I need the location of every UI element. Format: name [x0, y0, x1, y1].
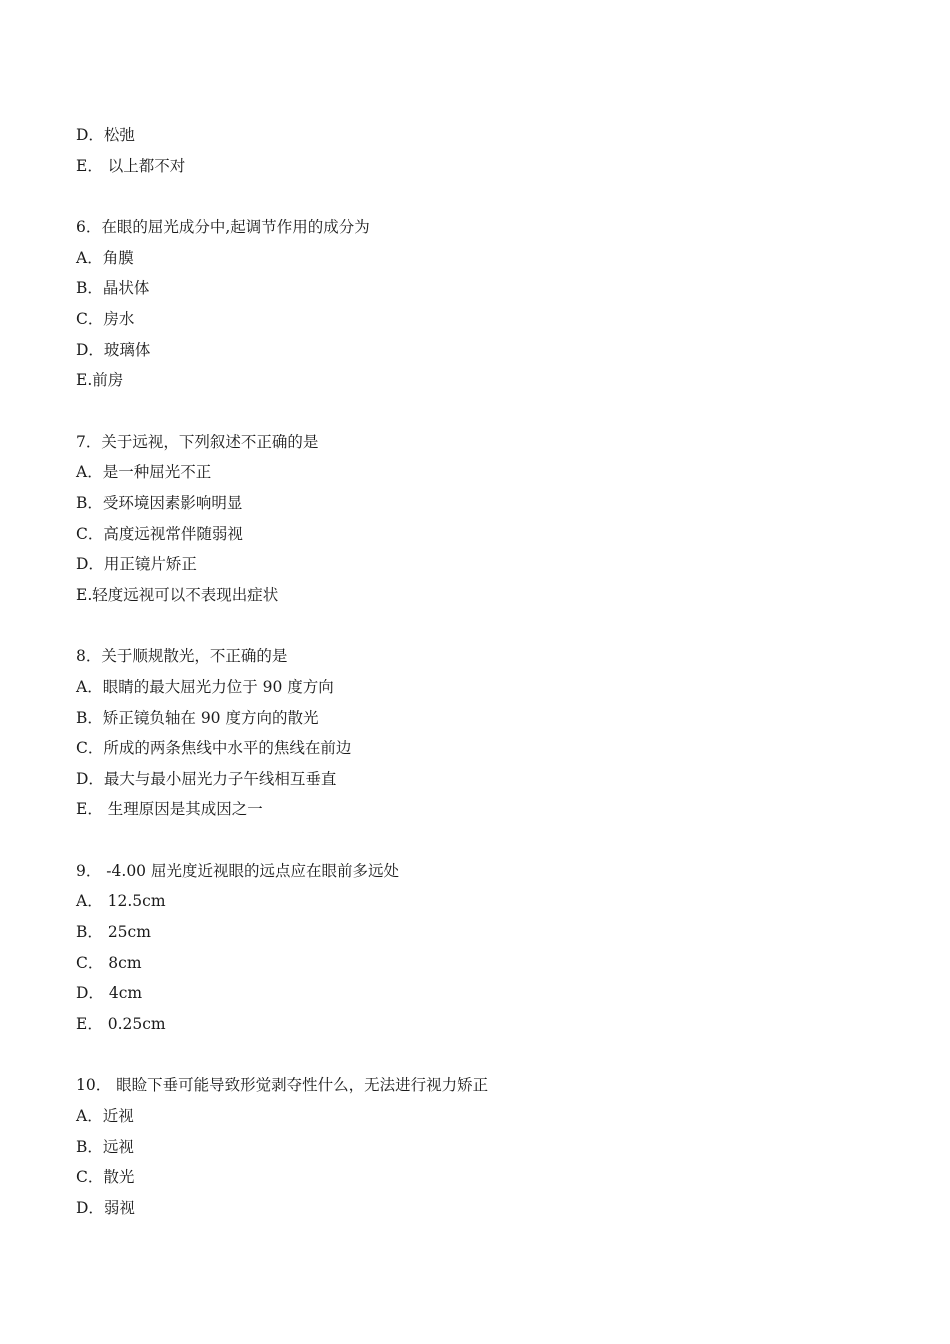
question-block-8 [76, 641, 876, 825]
option-e: E.轻度远视可以不表现出症状 [76, 585, 279, 604]
option-d: D．松弛 [76, 126, 135, 144]
option-d: D．弱视 [76, 1198, 135, 1217]
option-a: A．近视 [76, 1107, 134, 1126]
question-list [76, 120, 876, 1254]
option-b: B． 25cm [76, 923, 151, 942]
question-block-10 [76, 1070, 876, 1223]
question-text: 9． -4.00 屈光度近视眼的远点应在眼前多远处 [76, 861, 399, 880]
option-c: C．高度远视常伴随弱视 [76, 524, 243, 543]
option-d: D．最大与最小屈光力子午线相互垂直 [76, 769, 337, 788]
question-text: 6．在眼的屈光成分中,起调节作用的成分为 [76, 218, 370, 237]
question-block-9 [76, 856, 876, 1040]
option-c: C．房水 [76, 309, 135, 328]
option-a: A．眼睛的最大屈光力位于 90 度方向 [76, 677, 334, 696]
option-b: B．晶状体 [76, 279, 150, 298]
option-a: A．角膜 [76, 248, 134, 267]
question-block-7 [76, 427, 876, 611]
question-block-5-tail [76, 120, 876, 181]
option-d: D． 4cm [76, 984, 143, 1003]
option-c: C．所成的两条焦线中水平的焦线在前边 [76, 739, 352, 758]
option-e: E． 以上都不对 [76, 156, 186, 175]
option-e: E． 生理原因是其成因之一 [76, 800, 263, 819]
option-c: C． 8cm [76, 953, 142, 972]
option-d: D．玻璃体 [76, 340, 151, 359]
option-e: E.前房 [76, 371, 124, 390]
question-block-6 [76, 212, 876, 396]
question-text: 7．关于远视，下列叙述不正确的是 [76, 432, 319, 451]
option-e: E． 0.25cm [76, 1014, 166, 1033]
option-b: B．远视 [76, 1137, 134, 1156]
option-b: B．矫正镜负轴在 90 度方向的散光 [76, 708, 319, 727]
option-b: B．受环境因素影响明显 [76, 493, 243, 512]
option-a: A． 12.5cm [76, 892, 166, 911]
question-text: 10． 眼睑下垂可能导致形觉剥夺性什么，无法进行视力矫正 [76, 1076, 489, 1095]
option-a: A．是一种屈光不正 [76, 463, 212, 482]
question-text: 8．关于顺规散光，不正确的是 [76, 647, 288, 666]
option-d: D．用正镜片矫正 [76, 555, 197, 574]
option-c: C．散光 [76, 1168, 135, 1187]
